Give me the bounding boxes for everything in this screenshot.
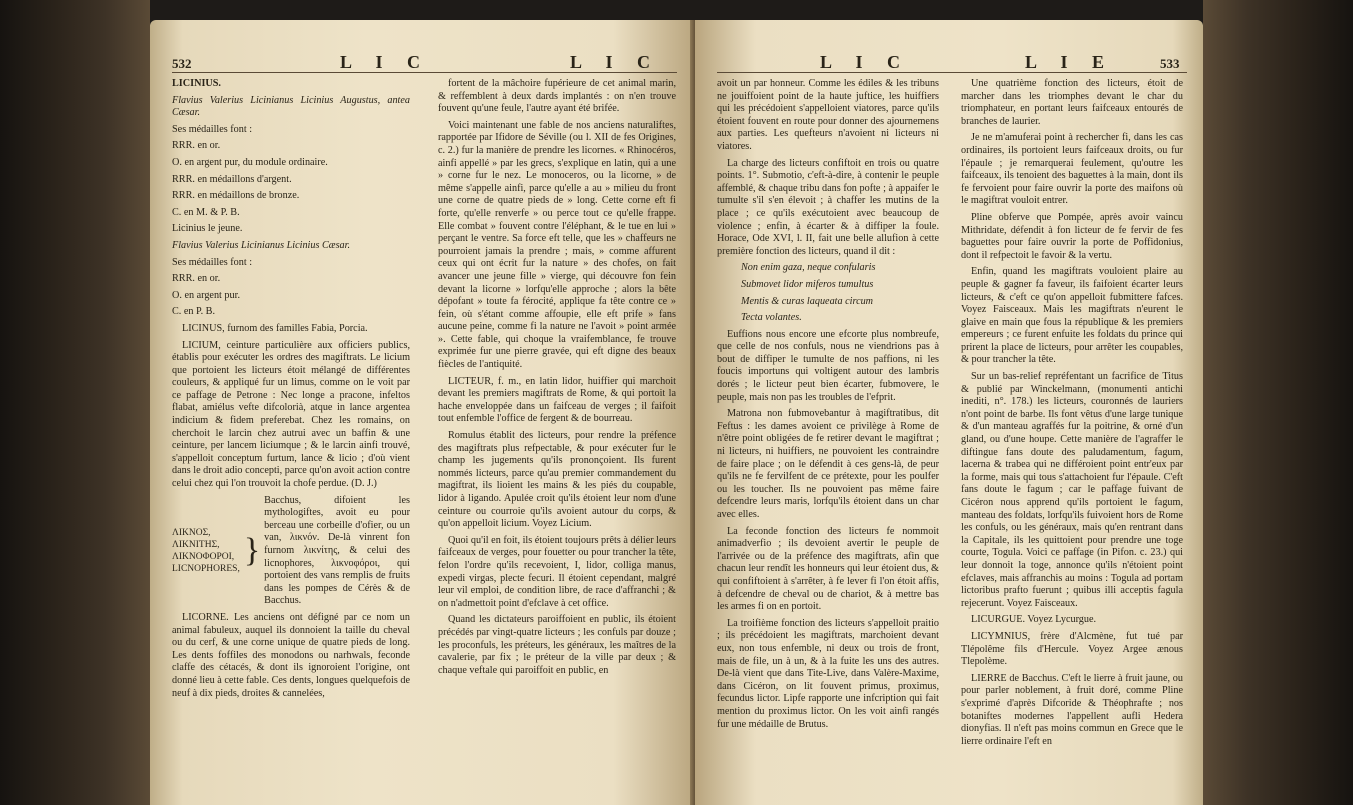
paragraph: fortent de la mâchoire fupérieure de cet animal marin, & reffemblent à deux dards implantés : on n'en trouve fouvent qu'une feule, l'autre ayant été brifée. — [438, 78, 676, 115]
paragraph: La troifième fonction des licteurs s'appelloit praitio ; ils précédoient les magiftrats, marchoient devant eux, non tous enfemble, ni deux ou trois de front, mais de file, un à un, & à la fuite les uns des autres. De-là vient que dans Tite-Live, dans Valère-Maxime, dans Cicéron, on lit fouvent primus, proximus, fecundus lictor. Lipfe rapporte une infcription qui fait mention du proximus lictor. On les voit ainfi rangés fur une médaille de Brutus. — [717, 617, 939, 730]
text-column — [172, 78, 410, 803]
page-number: 533 — [1160, 56, 1180, 71]
list-line: O. en argent pur, du module ordinaire. — [172, 156, 328, 168]
list-line: RRR. en or. — [172, 273, 221, 285]
text-column — [717, 78, 939, 803]
left-page — [150, 20, 695, 805]
list-line: C. en P. B. — [172, 306, 216, 318]
paragraph: Euffions nous encore une efcorte plus nombreufe, que celle de nos confuls, nous ne viendrions pas à bout de diffiper le tumulte de nos paffions, ni les foucis importuns qui voltigent autour des lambris dorés ; le licteur peut bien écarter, fubmovere, le peuple, mais non pas les troubles de l'efprit. — [717, 328, 939, 403]
paragraph: LIERRE de Bacchus. C'eft le lierre à fruit jaune, ou pour parler noblement, à fruit doré, comme Pline s'exprimé d'après Difcoride & Théophrafte ; nos botaniftes modernes l'appellent aufli Hedera dionyfias. Il n'eft pas moins commun en Grece que le lierre ordinaire l'eft en — [961, 672, 1183, 747]
brace-word: ΛΙΚΝΙΤΗΣ, — [172, 540, 220, 551]
running-head: L I E — [1025, 52, 1115, 72]
paragraph: Enfin, quand les magiftrats vouloient plaire au peuple & gagner fa faveur, ils faifoient écarter leurs licteurs, & c'eft ce qu'on appelloit fubmittere fafces. Voyez Faisceaux. Mais les magiftrats n'eurent le glaive en main que fous la république & les premiers empereurs ; ce furent enfuite les foldats du prince qui prirent la place de licteurs, pour arrêter les coupables, & pour trancher la tête. — [961, 266, 1183, 366]
book-edge-left — [0, 0, 150, 805]
list-line: Ses médailles font : — [172, 256, 253, 268]
list-line: RRR. en or. — [172, 140, 221, 152]
paragraph: Matrona non fubmovebantur à magiftratibus, dit Feftus : les dames avoient ce privilège à Rome de n'être point obligées de fe retirer devant le magiftrat ; ni licteurs, ni huiffiers, ne pouvoient les contraindre de faire place ; on le défendit à ces gens-là, de peur qu'ils ne fe fervilfent de ce prétexte, pour les poulfer ou les toucher. Ils ne pouvoient pas même faire defcendre leurs maris, lorfqu'ils étoient dans un char avec elles. — [717, 408, 939, 520]
paragraph: La charge des licteurs confiftoit en trois ou quatre points. 1°. Submotio, c'eft-à-dire, à contenir le peuple affemblé, & chaque tribu dans fon pofte ; à appaifer le tumulte s'il s'en élevoit ; à chaffer les mutins de la place ; ce qu'ils exécutoient avec beaucoup de violence ; enfin, à écarter & à diffiper la foule. Horace, Ode XVI, l. II, fait une belle allufion à cette première fonction des licteurs, quand il dit : — [717, 157, 939, 257]
list-line: RRR. en médaillons de bronze. — [172, 190, 300, 202]
paragraph: Quoi qu'il en foit, ils étoient toujours prêts à délier leurs faifceaux de verges, pour fouetter ou pour trancher la tête, felon l'ordre qu'ils recevoient, I, lidor, colliga manus, expedi virgas, plecte fecuri. Il étoient cependant, malgré leur vil emploi, de condition libre, de race d'affranchi ; & on n'admettoit point d'efclave à cet office. — [438, 534, 676, 609]
verse-line: Mentis & curas laqueata circum — [741, 295, 874, 307]
paragraph: LICURGUE. Voyez Lycurgue. — [971, 614, 1097, 626]
header-rule — [172, 72, 677, 73]
paragraph: Pline obferve que Pompée, après avoir vaincu Mithridate, défendit à fon licteur de fe fervir de fes baguettes pour faire ouvrir la porte de Poffidonius, dont il refpectoit le favoir & la vertu. — [961, 211, 1183, 261]
brace-words — [172, 527, 240, 575]
running-head: L I C — [340, 52, 431, 72]
page-number: 532 — [172, 56, 192, 71]
paragraph: LICTEUR, f. m., en latin lidor, huiffier qui marchoit devant les premiers magiftrats de Rome, & qui portoit la hache enveloppée dans un faifceau de verges ; il faifoit tout enfemble l'office de fergent & de bourreau. — [438, 375, 676, 425]
entry-heading: LICINIUS. — [172, 78, 221, 89]
book-edge-right — [1203, 0, 1353, 805]
list-line: C. en M. & P. B. — [172, 206, 240, 218]
brace-word: LICNOPHORES, — [172, 564, 240, 575]
paragraph: LICYMNIUS, frère d'Alcmène, fut tué par Tlépolême fils d'Hercule. Voyez Argee ænous Tlepolème. — [961, 630, 1183, 668]
paragraph: Voici maintenant une fable de nos anciens naturaliftes, rapportée par Ifidore de Séville (ou l. XII de fes Origines, c. 2.) fur la manière de prendre les licornes. « Rhinocéros, ainfi appellé » par les grecs, s'explique en latin, qui a une » corne fur le nez. Le monoceros, ou la licorne, » de même s'appelle ainfi, parce qu'elle a au » milieu du front une corne de quatre pieds de » long. Cette corne eft fi forte, qu'elle renverfe » ou perce tout ce qu'elle frappe. Elle combat » fouvent contre l'éléphant, & le tue en lui » perçant le ventre. Sa force eft telle, que les » chaffeurs ne pourroient jamais la prendre ; mais, » comme affurent ceux qui ont écrit fur la nature » des chofes, on fait avancer une jeune fille » vierge, qui découvre fon fein devant la licorne » lorfqu'elle approche ; alors la bête dépofant » toute fa férocité, applique fa tête contre ce » fein, où s'étant comme affoupie, elle eft prife » fans aucune peine, comme fi la nature ne l'avoit » point armée ». Cette fable, qui choque la vraifemblance, fe trouve exprimée fur une pierre gravée, qui eft digne des beaux fiècles de l'antiquité. — [438, 119, 676, 371]
inscription-line: Flavius Valerius Licinianus Licinius Augustus, antea Cæsar. — [172, 94, 410, 119]
list-line: RRR. en médaillons d'argent. — [172, 173, 292, 185]
paragraph: LICIUM, ceinture particulière aux officiers publics, établis pour exécuter les ordres des magiftrats. Le licium que portoient les licteurs étoit mélangé de différentes couleurs, & appliqué fur un limus, comme on le voit par ce paffage de Petrone : Nec longe a pracone, infeltos flabat, amiélus vefte difcolorià, atque in lance argentea indicium & fidem preferebat. Chez les romains, on cherchoit le larcin chez autrui avec un baffin & une ceinture, per lancem liciumque ; & le larcin ainfi trouvé, s'appelloit conceptum furtum, lance & licio ; d'où vient dans le droit adio concepti, parce qu'on avoit action contre celui chez qui l'on trouvoit la chofe perdue. (D. J.) — [172, 339, 410, 490]
running-head: L I C — [570, 52, 661, 72]
paragraph: LICORNE. Les anciens ont défigné par ce nom un animal fabuleux, auquel ils donnoient la taille du cheval ou du cerf, & une corne unique de quatre pieds de long. Les dents foffiles des monodons ou narhwals, feconde claffe des cétacés, & dont ils ignoroient l'origine, ont donné lieu à cette fable. Ces dents, longues quelquefois de neuf à dix pieds, droites & cannelées, — [172, 611, 410, 699]
list-line: Ses médailles font : — [172, 123, 253, 135]
list-line: O. en argent pur. — [172, 289, 240, 301]
paragraph: Sur un bas-relief repréfentant un facrifice de Titus & publié par Winckelmann, (monumenti antichi inediti, n°. 178.) les licteurs, couronnés de lauriers n'ont point de barbe. Ils font vêtus d'une large tunique & d'un manteau agraffés fur la poitrine, & orné d'un gland, ou d'une houpe. Cette manière de l'agraffer le diftingue fans doute des paludamentum, fagum, lacerna & trabea qui ne différoient point entr'eux par la forme, mais qui tous s'attachoient fur l'épaule. C'eft fans doute le fagum ; car le paffage fuivant de Cicéron nous apprend qu'ils portoient le fagum, manteau des foldats, lorfqu'ils fuivoient hors de Rome les confuls, ou les généraux, mais qu'en rentrant dans la Capitale, ils les quittoient pour prendre une toge courte, Togula. Voici ce paffage (in Pifon. c. 23.) qui leur donnoit la toge, annonce qu'ils n'étoient point efclaves, mais affranchis au moins : Togula ad portam lictoribus prafto fuerunt ; quibus illi acceptis fagula rejecerunt. Voyez Faisceaux. — [961, 371, 1183, 609]
inscription-line: Flavius Valerius Licinianus Licinius Cæsar. — [172, 239, 351, 251]
paragraph: Je ne m'amuferai point à rechercher fi, dans les cas ordinaires, ils portoient leurs faifceaux droits, ou fur l'épaule ; je remarquerai feulement, qu'outre les faifceaux, ils tenoient des baguettes à la main, dont ils fe fervoient pour faire ouvrir la porte des maifons où le magiftrat vouloit entrer. — [961, 132, 1183, 207]
running-head: L I C — [820, 52, 911, 72]
header-rule — [717, 72, 1187, 73]
verse-line: Non enim gaza, neque confularis — [741, 262, 876, 274]
paragraph: La feconde fonction des licteurs fe nommoit animadverfio ; ils devoient avertir le peuple de l'arrivée ou de la préfence des magiftrats, afin que chacun leur rendît les honneurs qui leur étoient dus, & qui confiftoient à s'arrêter, à fe lever fi l'on étoit affis, à defcendre de cheval ou de chariot, & à mettre bas les armes fi on en portoit. — [717, 525, 939, 613]
paragraph: avoit un par honneur. Comme les édiles & les tribuns ne jouiffoient point de la haute juftice, les huiffiers qui les précédoient s'appelloient viatores, parce qu'ils étoient fouvent en route pour donner des ajournemens aux parties. Les quefteurs n'avoient ni licteurs ni viatores. — [717, 78, 939, 152]
text-column — [961, 78, 1183, 803]
brace-word: ΛΙΚΝΟΦΟΡΟΙ, — [172, 552, 235, 563]
brace-glyph: } — [243, 532, 261, 570]
brace-entry — [172, 495, 410, 608]
paragraph: Une quatrième fonction des licteurs, étoit de marcher dans les triomphes devant le char du triomphateur, en portant leurs faifceaux entourés de branches de laurier. — [961, 78, 1183, 127]
paragraph: Romulus établit des licteurs, pour rendre la préfence des magiftrats plus refpectable, & pour exécuter fur le champ les jugements qu'ils prononçoient. Ils furent nommés licteurs, parce qu'au premier commandement du magiftrat, ils lioient les mains & les piés du coupable, lidor à ligando. Apulée croit qu'ils étoient leur nom d'une ceinture ou courroie qu'ils avoient autour du corps, & qu'on appelloit licium. Voyez Licium. — [438, 430, 676, 530]
paragraph: LICINUS, furnom des familles Fabia, Porcia. — [182, 322, 368, 334]
verse-line: Submovet lidor miferos tumultus — [741, 278, 874, 290]
list-line: Licinius le jeune. — [172, 223, 243, 235]
text-column — [438, 78, 676, 803]
paragraph: Quand les dictateurs paroiffoient en public, ils étoient précédés par vingt-quatre licteurs ; les confuls par douze ; les proconfuls, les préteurs, les généraux, les maîtres de la cavalerie, par fix ; le préteur de la ville par deux ; & chaque veftale qui paroiffoit en public, en — [438, 614, 676, 676]
paragraph: Bacchus, difoient les mythologiftes, avoit eu pour berceau une corbeille d'ofier, ou un van, λικνόν. De-là vinrent fon furnom λικνίτης, & celui des licnophores, λικνοφόροι, qui portoient des vans remplis de fruits dans les pompes de Cérès & de Bacchus. — [264, 494, 410, 607]
brace-word: ΛΙΚΝΟΣ, — [172, 528, 211, 539]
right-page — [695, 20, 1203, 805]
verse-line: Tecta volantes. — [741, 312, 802, 324]
